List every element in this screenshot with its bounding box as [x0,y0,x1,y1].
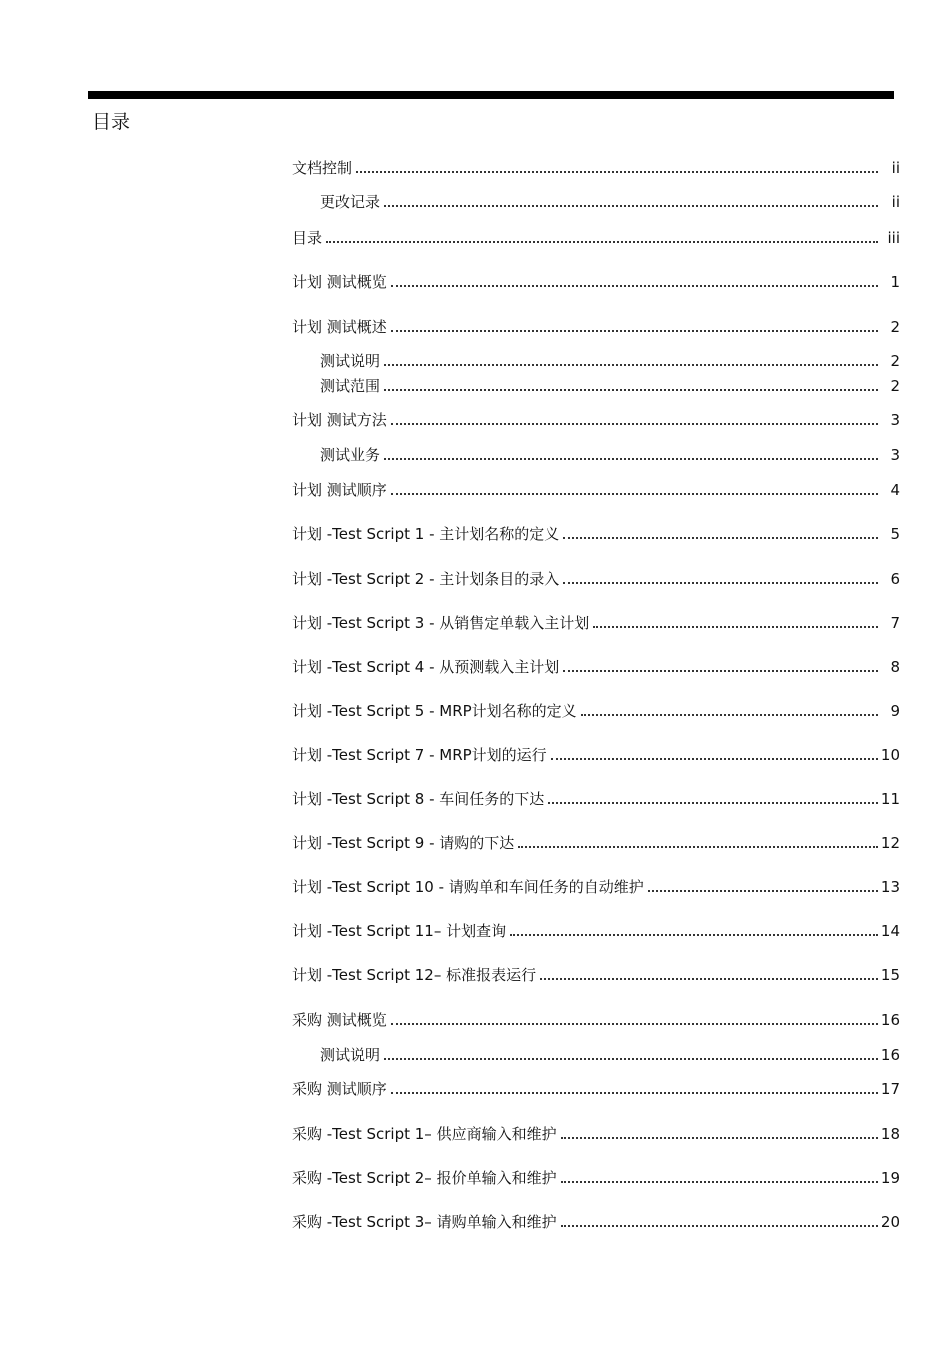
toc-entry[interactable] [320,349,900,371]
toc-entry-label: 计划 -Test Script 10 - 请购单和车间任务的自动维护 [292,878,644,896]
toc-entry-page: 3 [890,411,900,429]
toc-entry-page: 12 [880,834,900,852]
dot-leader [384,1052,878,1060]
toc-entry-page: 13 [880,878,900,896]
toc-entry[interactable] [292,478,900,500]
toc-entry-page: 20 [880,1213,900,1231]
toc-entry-page: 16 [880,1046,900,1064]
toc-entry-page: 4 [890,481,900,499]
toc-entry-page: 19 [880,1169,900,1187]
toc-entry-label: 计划 -Test Script 2 - 主计划条目的录入 [292,570,560,588]
toc-entry[interactable] [292,787,900,809]
toc-entry-page: 18 [880,1125,900,1143]
dot-leader [384,358,878,366]
dot-leader [551,752,878,760]
toc-entry-label: 计划 测试顺序 [292,481,387,499]
toc-entry-label: 采购 -Test Script 1– 供应商输入和维护 [292,1125,557,1143]
toc-entry-label: 计划 -Test Script 3 - 从销售定单载入主计划 [292,614,590,632]
toc-entry-page: 14 [880,922,900,940]
dot-leader [384,452,878,460]
toc-entry-page: 7 [890,614,900,632]
toc-entry[interactable] [292,743,900,765]
toc-entry-page: 2 [890,318,900,336]
toc-entry-page: 17 [880,1080,900,1098]
dot-leader [561,1175,878,1183]
toc-entry-label: 测试业务 [320,446,381,464]
toc-entry-label: 测试范围 [320,377,381,395]
toc-entry-label: 采购 测试概览 [292,1011,387,1029]
toc-entry-label: 计划 测试概览 [292,273,387,291]
toc-entry-page: 11 [880,790,900,808]
toc-entry[interactable] [292,567,900,589]
toc-entry-label: 文档控制 [292,159,353,177]
toc-entry[interactable] [320,374,900,396]
toc-entry-label: 测试说明 [320,352,381,370]
toc-entry[interactable] [292,611,900,633]
toc-entry-label: 计划 -Test Script 1 - 主计划名称的定义 [292,525,560,543]
dot-leader [561,1131,878,1139]
toc-entry-page: 1 [890,273,900,291]
toc-entry[interactable] [292,875,900,897]
toc-entry-page: 6 [890,570,900,588]
toc-entry[interactable] [292,831,900,853]
dot-leader [384,383,878,391]
dot-leader [391,417,878,425]
dot-leader [548,796,878,804]
dot-leader [563,664,878,672]
table-of-contents [292,0,900,1346]
toc-entry[interactable] [292,1008,900,1030]
toc-entry-label: 采购 -Test Script 2– 报价单输入和维护 [292,1169,557,1187]
toc-entry[interactable] [292,919,900,941]
toc-entry-label: 计划 -Test Script 9 - 请购的下达 [292,834,515,852]
toc-entry-page: 2 [890,377,900,395]
toc-entry[interactable] [292,226,900,248]
dot-leader [593,620,878,628]
toc-entry-label: 采购 测试顺序 [292,1080,387,1098]
dot-leader [510,928,878,936]
dot-leader [391,324,878,332]
page-title: 目录 [92,111,131,133]
toc-entry[interactable] [292,270,900,292]
toc-entry-page: 9 [890,702,900,720]
toc-entry[interactable] [292,963,900,985]
toc-entry[interactable] [292,1210,900,1232]
toc-entry-page: ii [891,193,900,211]
toc-entry-page: 3 [890,446,900,464]
toc-entry-label: 计划 -Test Script 5 - MRP计划名称的定义 [292,702,577,720]
dot-leader [326,235,878,243]
toc-entry-label: 测试说明 [320,1046,381,1064]
toc-entry[interactable] [320,190,900,212]
dot-leader [563,531,878,539]
toc-entry[interactable] [320,443,900,465]
toc-entry-label: 计划 -Test Script 12– 标准报表运行 [292,966,537,984]
toc-entry-label: 计划 -Test Script 7 - MRP计划的运行 [292,746,547,764]
toc-entry[interactable] [292,655,900,677]
toc-entry[interactable] [292,1122,900,1144]
toc-entry-page: 5 [890,525,900,543]
toc-entry-label: 目录 [292,229,323,247]
toc-entry[interactable] [292,1077,900,1099]
toc-entry[interactable] [320,1043,900,1065]
dot-leader [391,1017,878,1025]
toc-entry-label: 计划 测试方法 [292,411,387,429]
toc-entry-page: ii [891,159,900,177]
dot-leader [540,972,878,980]
dot-leader [391,487,878,495]
toc-entry-page: iii [887,229,900,247]
toc-entry-page: 10 [880,746,900,764]
dot-leader [563,576,878,584]
dot-leader [648,884,878,892]
dot-leader [356,165,878,173]
toc-entry-label: 计划 -Test Script 8 - 车间任务的下达 [292,790,545,808]
toc-entry[interactable] [292,699,900,721]
toc-entry-label: 更改记录 [320,193,381,211]
toc-entry-page: 2 [890,352,900,370]
dot-leader [561,1219,878,1227]
toc-entry-page: 16 [880,1011,900,1029]
toc-entry-label: 计划 测试概述 [292,318,387,336]
toc-entry[interactable] [292,315,900,337]
toc-entry[interactable] [292,408,900,430]
dot-leader [391,279,878,287]
toc-entry[interactable] [292,1166,900,1188]
toc-entry[interactable] [292,156,900,178]
dot-leader [391,1086,878,1094]
toc-entry-label: 采购 -Test Script 3– 请购单输入和维护 [292,1213,557,1231]
toc-entry-page: 15 [880,966,900,984]
toc-entry-label: 计划 -Test Script 11– 计划查询 [292,922,507,940]
toc-entry-label: 计划 -Test Script 4 - 从预测载入主计划 [292,658,560,676]
dot-leader [581,708,878,716]
toc-entry[interactable] [292,522,900,544]
dot-leader [384,199,878,207]
toc-entry-page: 8 [890,658,900,676]
dot-leader [518,840,878,848]
